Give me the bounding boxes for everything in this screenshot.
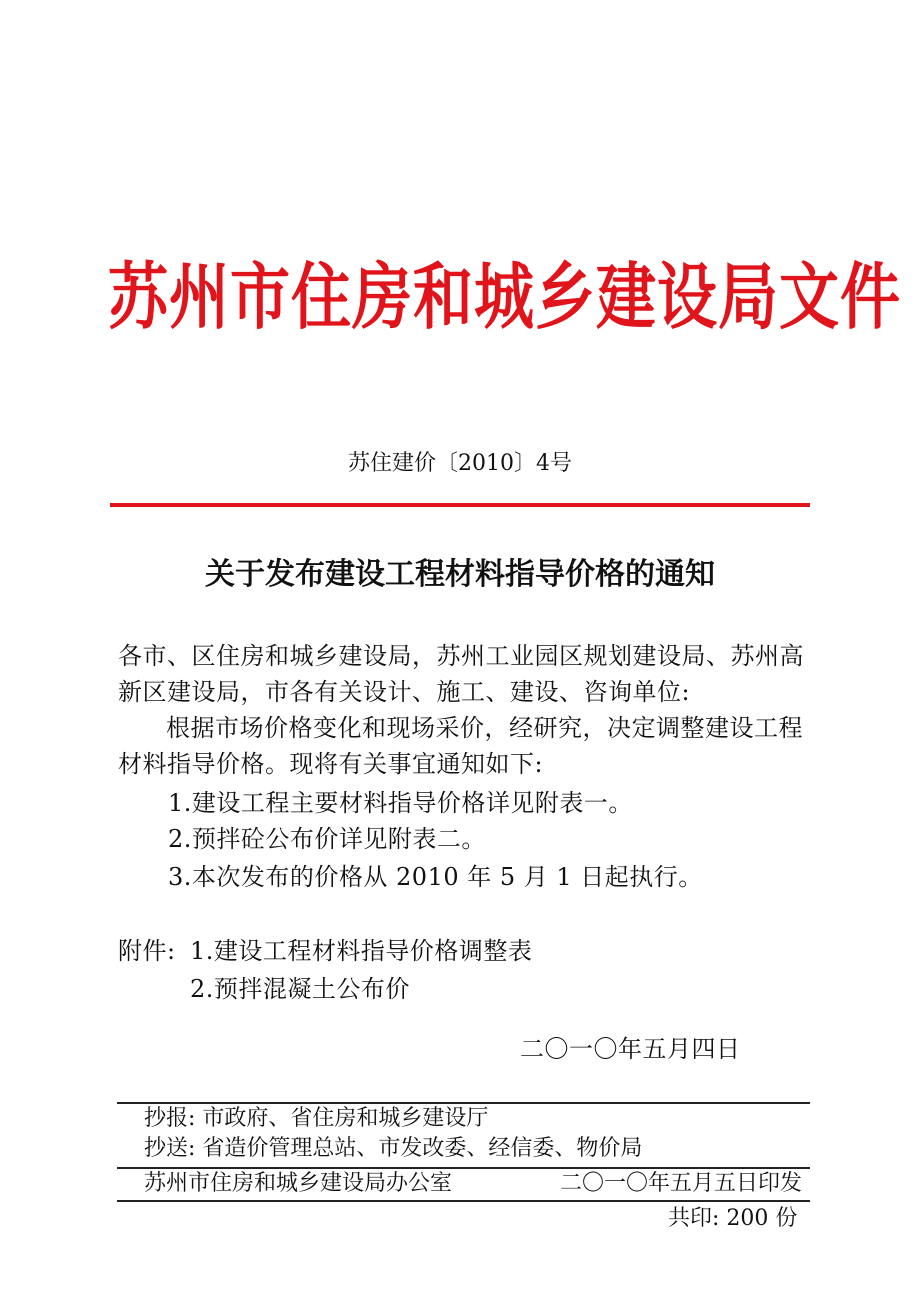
list-item: 3.本次发布的价格从 2010 年 5 月 1 日起执行。 <box>168 863 703 891</box>
report-to-line: 抄报: 市政府、省住房和城乡建设厅 <box>144 1106 489 1131</box>
footer-rule-top <box>117 1102 810 1104</box>
copies-count: 共印: 200 份 <box>668 1206 798 1231</box>
footer-rule-middle <box>117 1167 810 1169</box>
recipients-line-2: 新区建设局，市各有关设计、施工、建设、咨询单位: <box>118 678 691 706</box>
footer-rule-bottom <box>117 1200 810 1202</box>
document-header-title: 苏州市住房和城乡建设局文件 <box>108 256 901 340</box>
notice-title: 关于发布建设工程材料指导价格的通知 <box>205 557 715 592</box>
attachment-item: 1.建设工程材料指导价格调整表 <box>190 937 533 965</box>
attachments-label: 附件: <box>118 937 176 965</box>
recipients-line-1: 各市、区住房和城乡建设局，苏州工业园区规划建设局、苏州高 <box>118 642 804 670</box>
issuing-office: 苏州市住房和城乡建设局办公室 <box>144 1171 453 1196</box>
issue-date: 二〇一〇年五月四日 <box>520 1035 741 1063</box>
attachment-item: 2.预拌混凝土公布价 <box>190 975 410 1003</box>
document-number: 苏住建价〔2010〕4号 <box>348 451 572 476</box>
body-paragraph-line-2: 材料指导价格。现将有关事宜通知如下: <box>118 750 544 778</box>
list-item: 1.建设工程主要材料指导价格详见附表一。 <box>168 789 633 817</box>
body-paragraph-line-1: 根据市场价格变化和现场采价，经研究，决定调整建设工程 <box>166 714 803 742</box>
print-date: 二〇一〇年五月五日印发 <box>560 1171 803 1196</box>
copy-to-line: 抄送: 省造价管理总站、市发改委、经信委、物价局 <box>144 1136 643 1161</box>
list-item: 2.预拌砼公布价详见附表二。 <box>168 825 486 853</box>
red-separator-line <box>110 503 810 507</box>
